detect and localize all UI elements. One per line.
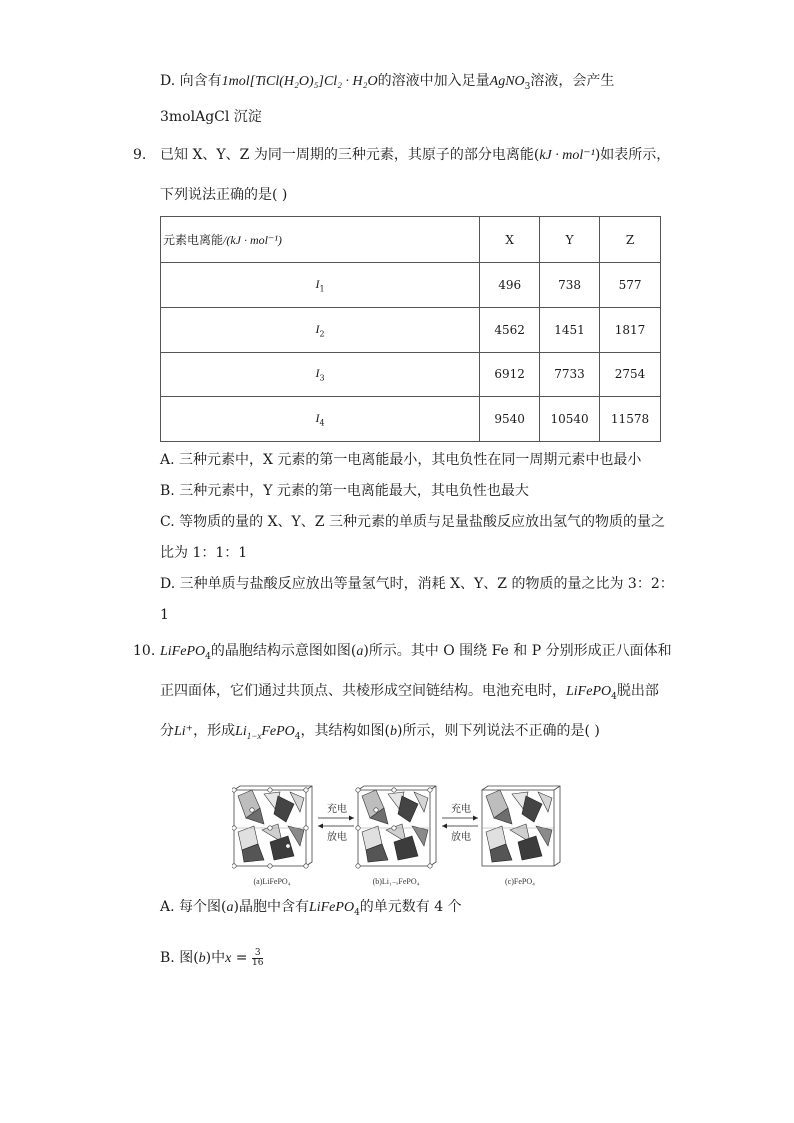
cell-c xyxy=(482,786,560,866)
q9-option-c-line1: C. 等物质的量的 X、Y、Z 三种元素的单质与足量盐酸反应放出氢气的物质的量之 xyxy=(160,514,665,530)
arrow-group-1 xyxy=(318,802,354,843)
table-header-row xyxy=(161,217,661,263)
q8-option-d-line2: 3molAgCl 沉淀 xyxy=(160,109,262,125)
table-cell: 7733 xyxy=(540,352,600,397)
caption-c: (c)FePO₄ xyxy=(505,877,535,886)
table-cell: 1451 xyxy=(540,307,600,352)
q10-stem-line1: LiFePO$_4$的晶胞结构示意图如图(a)所示。其中 O 围绕 Fe 和 P 分别形成正八面体和 xyxy=(160,643,672,662)
table-col-y: Y xyxy=(540,217,600,263)
table-cell: 496 xyxy=(480,263,540,308)
table-cell: 1817 xyxy=(600,307,661,352)
cell-a xyxy=(232,786,312,868)
q9-option-a: A. 三种元素中，X 元素的第一电离能最小，其电负性在同一周期元素中也最小 xyxy=(160,452,642,468)
table-header-label: 元素电离能/(kJ · mol⁻¹) xyxy=(161,217,480,263)
row-label: $I_1$ xyxy=(161,263,480,308)
q10-option-a: A. 每个图(a)晶胞中含有LiFePO$_4$的单元数有 4 个 xyxy=(160,899,462,918)
q9-option-b: B. 三种元素中，Y 元素的第一电离能最大，其电负性也最大 xyxy=(160,483,529,499)
q9-stem-line1: 已知 X、Y、Z 为同一周期的三种元素，其原子的部分电离能(kJ · mol⁻¹)如表所示， xyxy=(160,147,671,163)
table-row xyxy=(161,307,661,352)
row-label: $I_3$ xyxy=(161,352,480,397)
table-cell: 2754 xyxy=(600,352,661,397)
table-col-z: Z xyxy=(600,217,661,263)
q9-number: 9. xyxy=(133,147,147,163)
ionization-energy-table xyxy=(160,216,661,442)
discharge-label-2: 放电 xyxy=(451,832,471,843)
caption-b: (b)Li₁₋ₓFePO₄ xyxy=(372,877,420,886)
discharge-label-1: 放电 xyxy=(327,832,347,843)
table-cell: 9540 xyxy=(480,397,540,442)
charge-label-1: 充电 xyxy=(327,804,347,815)
table-cell: 4562 xyxy=(480,307,540,352)
table-row xyxy=(161,352,661,397)
row-label: $I_4$ xyxy=(161,397,480,442)
table-row xyxy=(161,397,661,442)
charge-label-2: 充电 xyxy=(451,804,471,815)
crystal-structure-figure xyxy=(232,780,562,890)
caption-a: (a)LiFePO₄ xyxy=(253,877,291,886)
table-row xyxy=(161,263,661,308)
cell-b xyxy=(356,786,436,868)
q9-option-d-line2: 1 xyxy=(160,607,169,623)
row-label: $I_2$ xyxy=(161,307,480,352)
q10-stem-line3: 分Li⁺，形成$Li_{1-x}FePO_4$，其结构如图(b)所示，则下列说法不正确的是( ) xyxy=(160,723,600,742)
q9-stem-line2: 下列说法正确的是( ) xyxy=(160,187,288,203)
q10-stem-line2: 正四面体，它们通过共顶点、共棱形成空间链结构。电池充电时，LiFePO$_4$脱出部 xyxy=(160,683,659,702)
table-cell: 10540 xyxy=(540,397,600,442)
q10-option-b: B. 图(b)中x = $\frac{3}{16}$ xyxy=(160,947,264,968)
q8-option-d-line1: D. 向含有1mol[TiCl(H₂O)₅]Cl₂ · H₂O的溶液中加入足量AgNO$_3$溶液，会产生 xyxy=(160,73,615,92)
table-cell: 738 xyxy=(540,263,600,308)
q9-option-c-line2: 比为 1：1：1 xyxy=(160,545,248,561)
fraction: $\frac{3}{16}$ xyxy=(251,947,264,968)
arrow-group-2 xyxy=(442,802,478,843)
q9-option-d-line1: D. 三种单质与盐酸反应放出等量氢气时，消耗 X、Y、Z 的物质的量之比为 3：2： xyxy=(160,576,674,592)
table-cell: 11578 xyxy=(600,397,661,442)
table-col-x: X xyxy=(480,217,540,263)
table-cell: 6912 xyxy=(480,352,540,397)
q10-number: 10. xyxy=(133,643,156,659)
table-cell: 577 xyxy=(600,263,661,308)
